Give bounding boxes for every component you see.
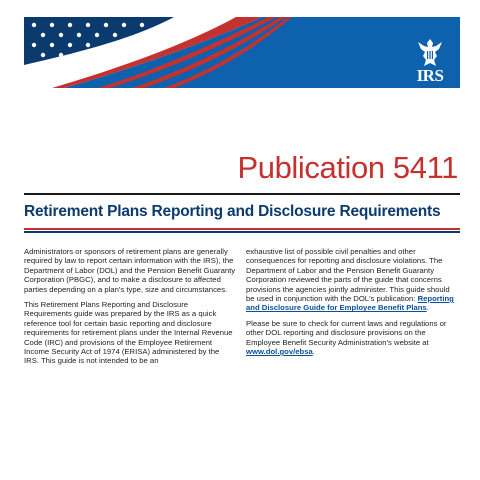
ebsa-website-link[interactable]: www.dol.gov/ebsa [246, 347, 313, 357]
divider-red [24, 228, 460, 230]
header-banner [24, 17, 460, 88]
irs-logo [413, 38, 447, 88]
divider-navy [24, 231, 460, 233]
divider-top [24, 193, 460, 195]
check-laws-end: . [312, 347, 315, 357]
dol-reference-paragraph [246, 247, 458, 313]
dol-reference-text: exhaustive list of possible civil penalties and other consequences for reporting and disclosure violations. The Department of Labor and the Pension Benefit Guaranty Corporation reviewed the parts of the guide that concerns provisions the agencies jointly administer. This guide should be used in conjunction with the DOL's publication: [246, 247, 450, 304]
irs-wordmark: IRS [416, 66, 444, 85]
intro-paragraph: Administrators or sponsors of retirement plans are generally required by law to report certain information with the IRS), the Department of Labor (DOL) and the Pension Benefit Guaranty Corporation (PBGC), and to make a disclosure to affected parties depending on a plan's type, size and circumstances. [24, 247, 236, 294]
check-laws-paragraph [246, 319, 458, 357]
dol-reference-end: . [426, 303, 429, 313]
dol-guide-link[interactable]: Reporting and Disclosure Guide for Employee Benefit Plans [246, 294, 454, 313]
publication-number: Publication 5411 [237, 150, 458, 185]
guide-purpose-paragraph: This Retirement Plans Reporting and Disclosure Requirements guide was prepared by the IRS as a quick reference tool for certain basic reporting and disclosure requirements for retirement plans under the Internal Revenue Code (IRC) and provisions of the Employee Retirement Income Security Act of 1974 (ERISA) administered by the IRS. This guide is not intended to be an [24, 300, 233, 366]
body-column-right [246, 247, 458, 362]
document-title: Retirement Plans Reporting and Disclosure Requirements [24, 203, 441, 220]
body-column-left [24, 247, 236, 372]
eagle-seal-icon [416, 38, 444, 68]
check-laws-text: Please be sure to check for current laws and regulations or other DOL reporting and disclosure provisions on the Employee Benefit Security Administration's website at [246, 318, 447, 347]
american-flag-graphic [24, 17, 460, 88]
